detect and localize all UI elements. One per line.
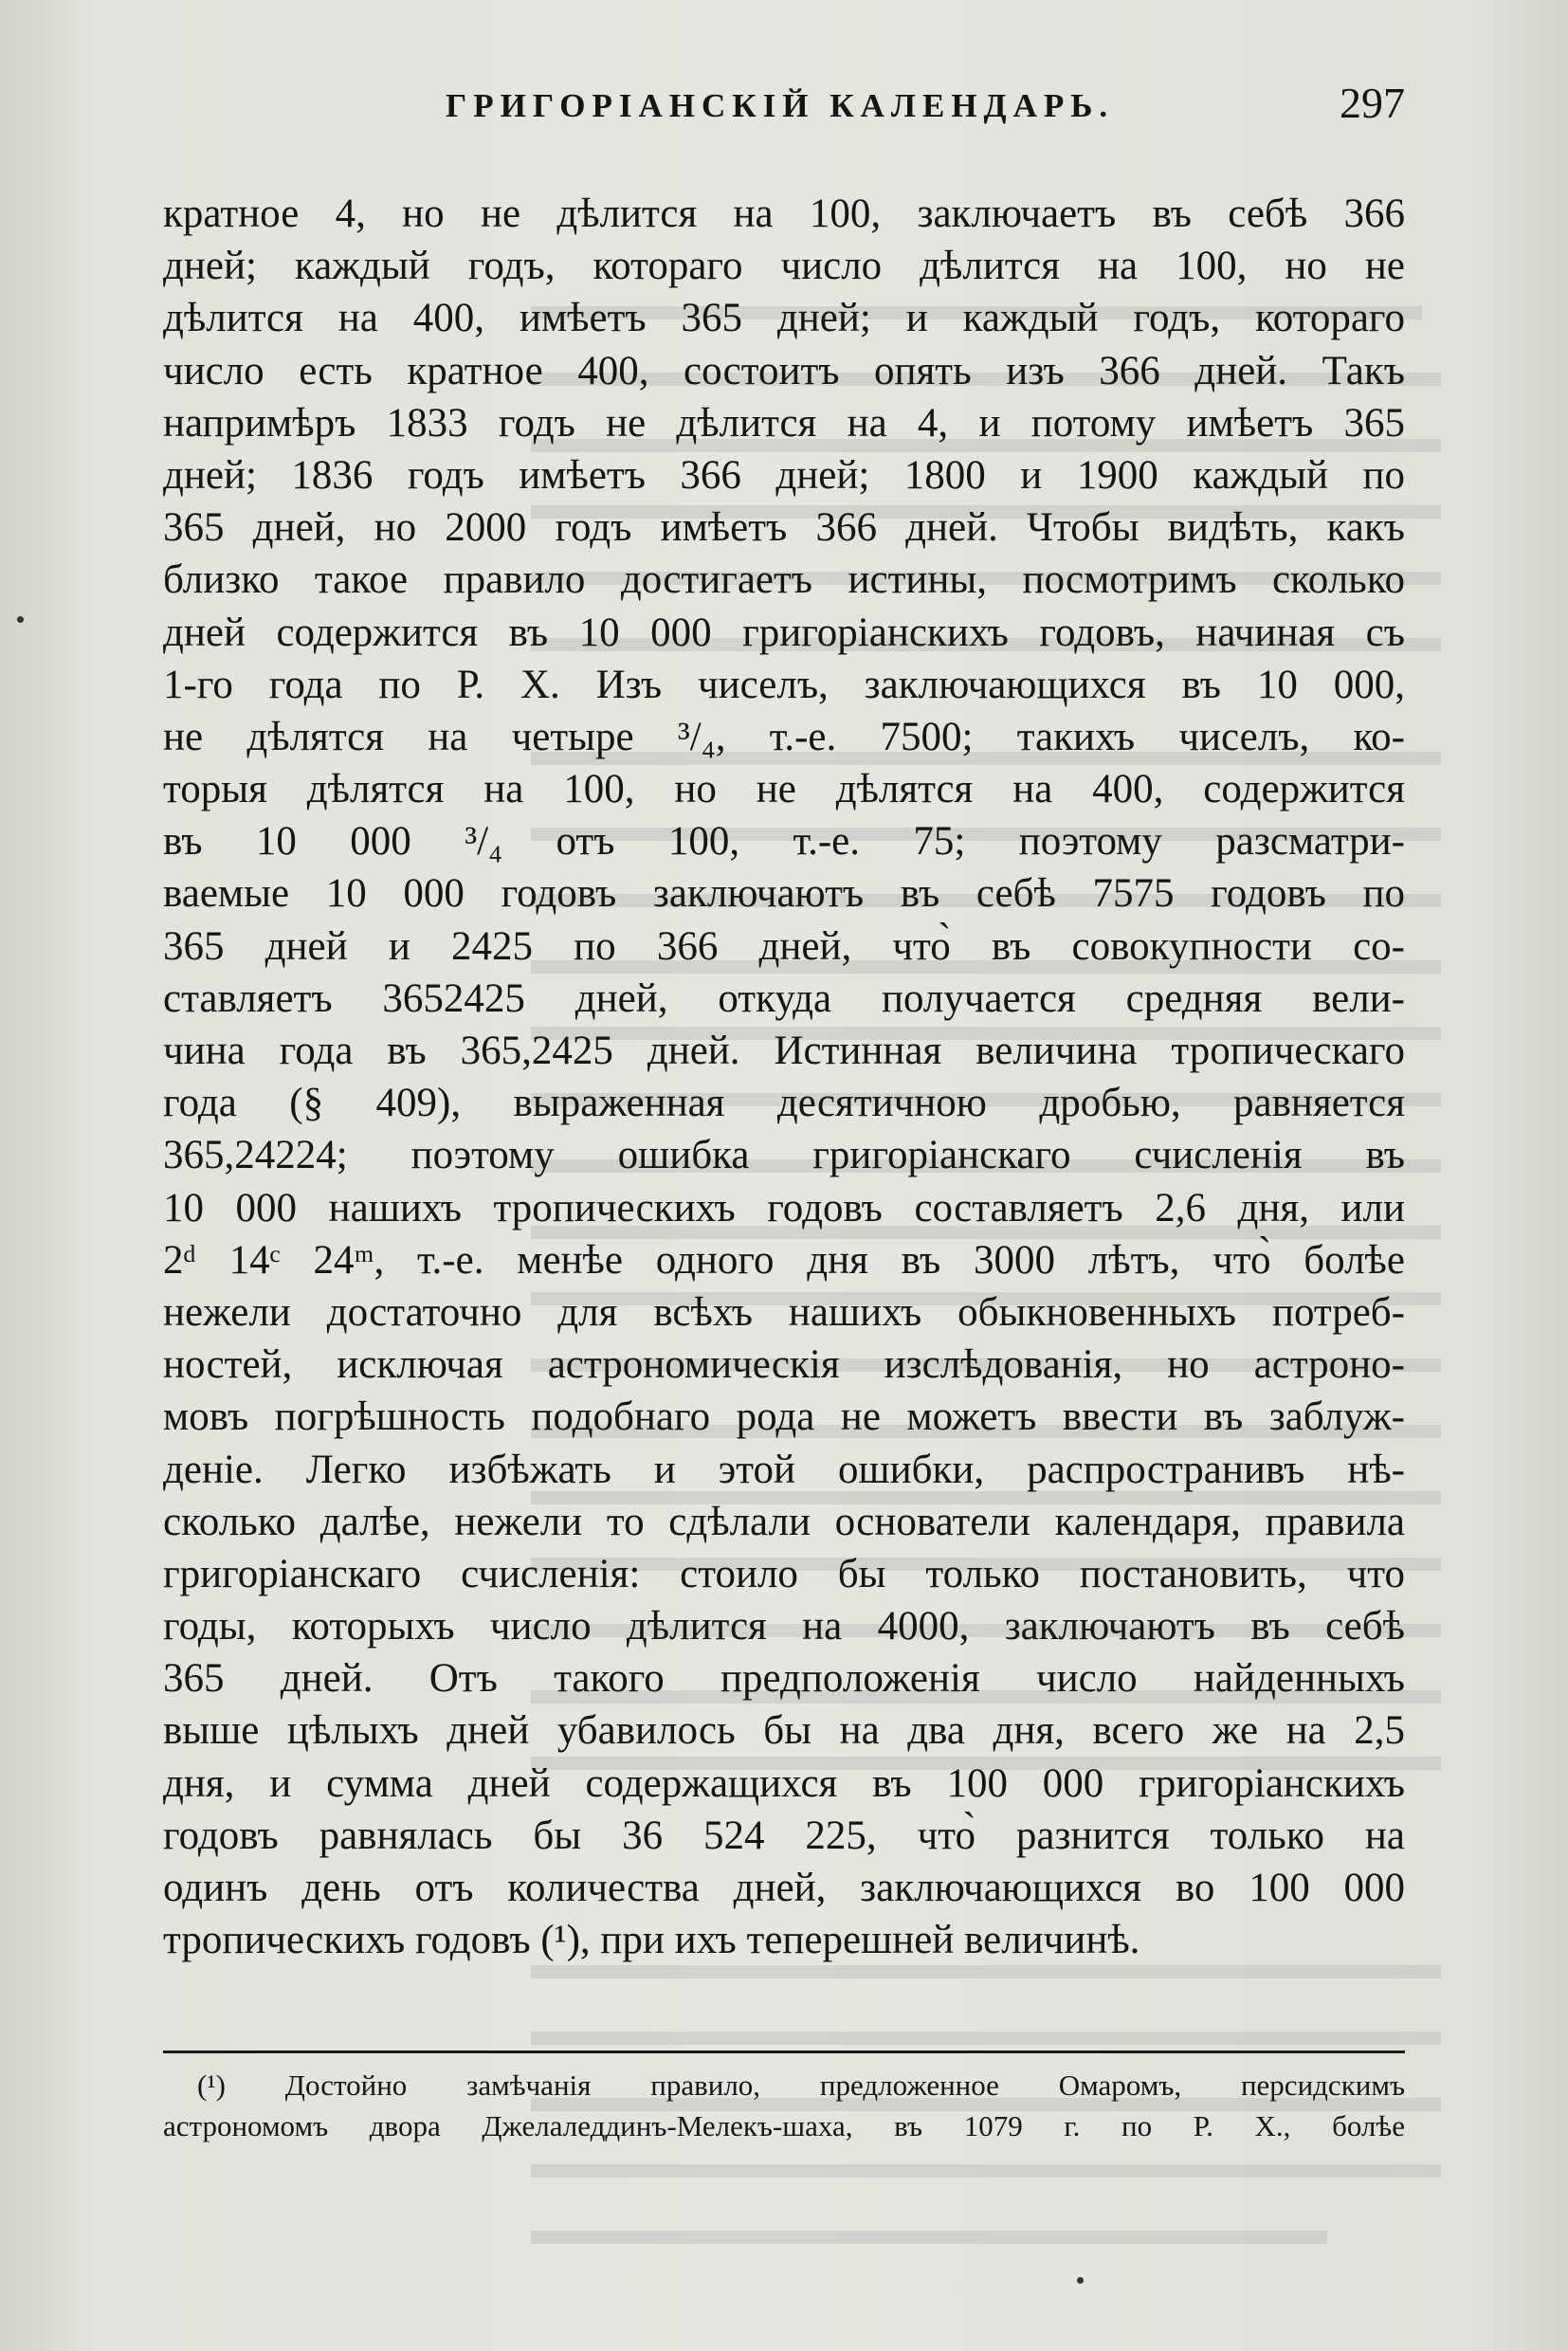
text-line: 2ᵈ 14ᶜ 24ᵐ, т.-е. менѣе одного дня въ 3000 лѣтъ, что̀ болѣе: [163, 1237, 1405, 1283]
text-line: 365 дней, но 2000 годъ имѣетъ 366 дней. Чтобы видѣть, какъ: [163, 505, 1405, 551]
running-header: [163, 79, 1405, 140]
ink-speck: [1077, 2277, 1084, 2284]
text-line: тропическихъ годовъ (¹), при ихъ теперешней величинѣ.: [163, 1918, 1140, 1963]
text-line: 365,24224; поэтому ошибка григоріанскаго счисленія въ: [163, 1133, 1405, 1178]
text-line: въ 10 000 ³/₄ отъ 100, т.-е. 75; поэтому разсматри-: [163, 819, 1405, 865]
footnote: [163, 2065, 1405, 2146]
text-line: годовъ равнялась бы 36 524 225, что̀ разнится только на: [163, 1813, 1405, 1858]
text-line: года (§ 409), выраженная десятичною дробью, равняется: [163, 1081, 1405, 1126]
text-line: напримѣръ 1833 годъ не дѣлится на 4, и потому имѣетъ 365: [163, 400, 1405, 446]
text-line: 10 000 нашихъ тропическихъ годовъ составляетъ 2,6 дня, или: [163, 1185, 1405, 1230]
text-line: чина года въ 365,2425 дней. Истинная величина тропическаго: [163, 1029, 1405, 1073]
text-line: 1-го года по Р. Х. Изъ чиселъ, заключающихся въ 10 000,: [163, 662, 1405, 707]
text-line: нежели достаточно для всѣхъ нашихъ обыкновенныхъ потреб-: [163, 1289, 1405, 1335]
text-line: дней; каждый годъ, котораго число дѣлится на 100, но не: [163, 244, 1405, 289]
text-line: дней содержится въ 10 000 григоріанскихъ годовъ, начиная съ: [163, 610, 1405, 655]
text-line: мовъ погрѣшность подобнаго рода не можетъ ввести въ заблуж-: [163, 1394, 1405, 1440]
footnote-line: (¹) Достойно замѣчанія правило, предложенное Омаромъ, персидскимъ: [197, 2069, 1405, 2102]
text-line: число есть кратное 400, состоитъ опять изъ 366 дней. Такъ: [163, 348, 1405, 393]
text-line: ставляетъ 3652425 дней, откуда получается средняя вели-: [163, 975, 1405, 1021]
text-line: годы, которыхъ число дѣлится на 4000, заключаютъ въ себѣ: [163, 1604, 1405, 1649]
text-line: дѣлится на 400, имѣетъ 365 дней; и каждый годъ, котораго: [163, 296, 1405, 341]
text-line: григоріанскаго счисленія: стоило бы только постановить, что: [163, 1551, 1405, 1596]
text-line: одинъ день отъ количества дней, заключающихся во 100 000: [163, 1866, 1405, 1910]
text-line: дня, и сумма дней содержащихся въ 100 000 григоріанскихъ: [163, 1760, 1405, 1806]
text-line: близко такое правило достигаетъ истины, посмотримъ сколько: [163, 557, 1405, 603]
text-line: торыя дѣлятся на 100, но не дѣлятся на 400, содержится: [163, 767, 1405, 812]
text-line: кратное 4, но не дѣлится на 100, заключаетъ въ себѣ 366: [163, 191, 1405, 236]
text-line: дней; 1836 годъ имѣетъ 366 дней; 1800 и 1900 каждый по: [163, 452, 1405, 498]
text-line: ваемые 10 000 годовъ заключаютъ въ себѣ 7575 годовъ по: [163, 871, 1405, 917]
text-line: выше цѣлыхъ дней убавилось бы на два дня, всего же на 2,5: [163, 1708, 1405, 1754]
page-number: 297: [1340, 79, 1405, 127]
footnote-line: астрономомъ двора Джелаледдинъ-Мелекъ-шаха, въ 1079 г. по Р. Х., болѣе: [163, 2109, 1405, 2142]
text-line: сколько далѣе, нежели то сдѣлали основатели календаря, правила: [163, 1499, 1405, 1544]
text-line: 365 дней и 2425 по 366 дней, что̀ въ совокупности со-: [163, 923, 1405, 969]
main-text: [163, 188, 1405, 1966]
text-line: ностей, исключая астрономическія изслѣдованія, но астроно-: [163, 1342, 1405, 1388]
text-line: 365 дней. Отъ такого предположенія число найденныхъ: [163, 1656, 1405, 1702]
text-line: не дѣлятся на четыре ³/₄, т.-е. 7500; такихъ чиселъ, ко-: [163, 714, 1405, 759]
footnote-divider: [163, 2050, 1405, 2053]
running-title: ГРИГОРІАНСКІЙ КАЛЕНДАРЬ.: [446, 87, 1115, 124]
text-line: деніе. Легко избѣжать и этой ошибки, распространивъ нѣ-: [163, 1447, 1405, 1492]
ink-speck: [17, 616, 24, 623]
